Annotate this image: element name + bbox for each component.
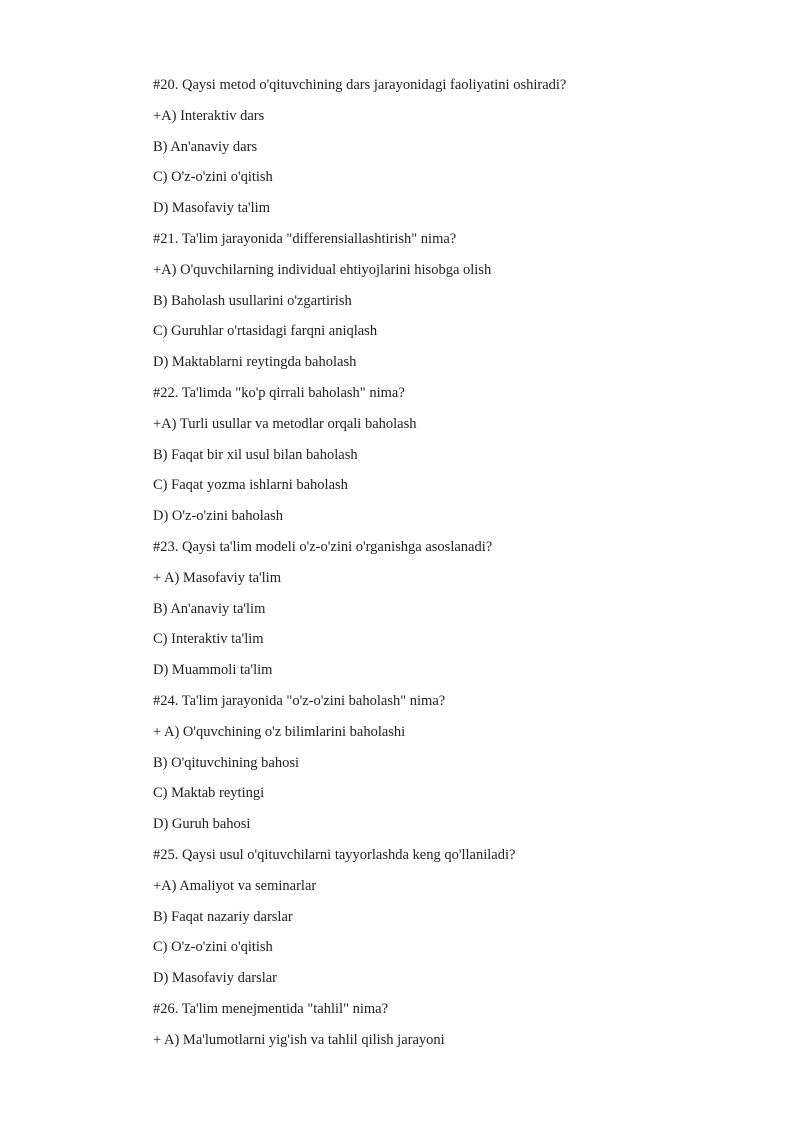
answer-option: B) Faqat bir xil usul bilan baholash: [153, 446, 358, 463]
question-text: #23. Qaysi ta'lim modeli o'z-o'zini o'rganishga asoslanadi?: [153, 538, 493, 555]
answer-option: D) O'z-o'zini baholash: [153, 508, 284, 525]
question-block-26: [153, 998, 753, 1060]
answer-option: +A) Amaliyot va seminarlar: [153, 877, 317, 894]
question-text: #26. Ta'lim menejmentida "tahlil" nima?: [153, 1000, 389, 1017]
answer-option: B) An'anaviy dars: [153, 138, 258, 155]
question-block-22: [153, 382, 753, 536]
answer-option: + A) Ma'lumotlarni yig'ish va tahlil qilish jarayoni: [153, 1031, 445, 1048]
answer-option: D) Maktablarni reytingda baholash: [153, 354, 357, 371]
answer-option: + A) Masofaviy ta'lim: [153, 569, 281, 586]
question-block-21: [153, 228, 753, 382]
answer-option: B) O'qituvchining bahosi: [153, 754, 299, 771]
answer-option: D) Masofaviy ta'lim: [153, 200, 270, 217]
question-text: #22. Ta'limda "ko'p qirrali baholash" nima?: [153, 384, 405, 401]
answer-option: C) Maktab reytingi: [153, 785, 265, 802]
answer-option: C) O'z-o'zini o'qitish: [153, 169, 273, 186]
question-block-20: [153, 74, 753, 228]
question-block-25: [153, 844, 753, 998]
answer-option: D) Guruh bahosi: [153, 816, 251, 833]
answer-option: + A) O'quvchining o'z bilimlarini baholashi: [153, 723, 406, 740]
quiz-content: [153, 74, 753, 1060]
answer-option: +A) Turli usullar va metodlar orqali baholash: [153, 415, 417, 432]
question-block-23: [153, 536, 753, 690]
answer-option: C) Interaktiv ta'lim: [153, 631, 264, 648]
answer-option: D) Muammoli ta'lim: [153, 662, 273, 679]
question-text: #24. Ta'lim jarayonida "o'z-o'zini baholash" nima?: [153, 692, 446, 709]
answer-option: B) Baholash usullarini o'zgartirish: [153, 292, 352, 309]
answer-option: C) Faqat yozma ishlarni baholash: [153, 477, 348, 494]
answer-option: +A) Interaktiv dars: [153, 107, 265, 124]
answer-option: +A) O'quvchilarning individual ehtiyojlarini hisobga olish: [153, 261, 492, 278]
question-text: #25. Qaysi usul o'qituvchilarni tayyorlashda keng qo'llaniladi?: [153, 846, 516, 863]
question-text: #20. Qaysi metod o'qituvchining dars jarayonidagi faoliyatini oshiradi?: [153, 77, 567, 93]
answer-option: B) Faqat nazariy darslar: [153, 908, 293, 925]
answer-option: C) Guruhlar o'rtasidagi farqni aniqlash: [153, 323, 378, 340]
answer-option: C) O'z-o'zini o'qitish: [153, 939, 273, 956]
question-block-24: [153, 690, 753, 844]
answer-option: B) An'anaviy ta'lim: [153, 600, 266, 617]
answer-option: D) Masofaviy darslar: [153, 970, 278, 987]
question-text: #21. Ta'lim jarayonida "differensiallashtirish" nima?: [153, 230, 457, 247]
